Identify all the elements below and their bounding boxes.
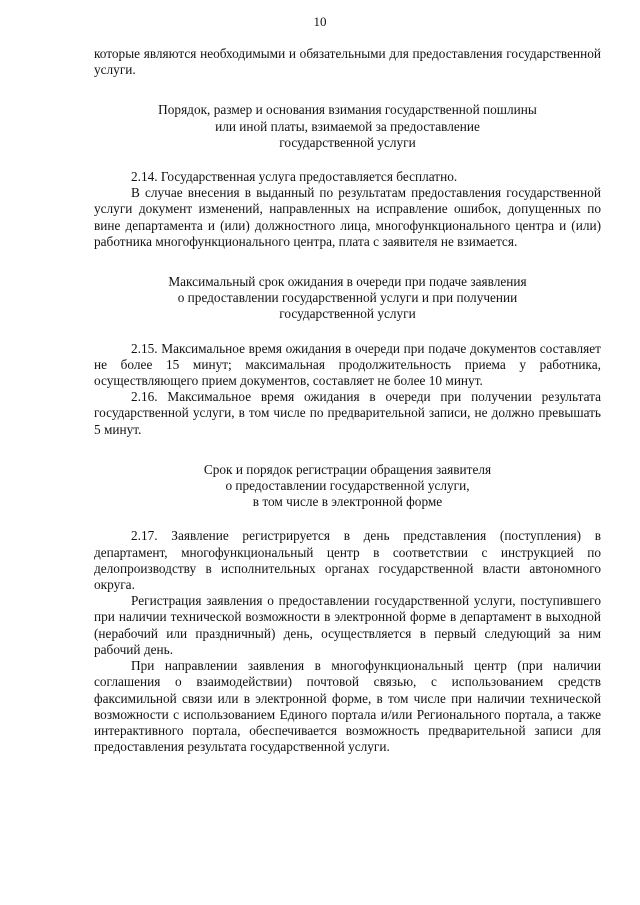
section-heading [94, 274, 601, 323]
section-heading-line: Порядок, размер и основания взимания государственной пошлины [158, 102, 537, 118]
section-heading-line: или иной платы, взимаемой за предоставление [215, 118, 480, 134]
paragraph: 2.16. Максимальное время ожидания в очереди при получении результата государственной услуги, в том числе по предварительной записи, не должно превышать 5 минут. [94, 389, 601, 437]
paragraph: 2.17. Заявление регистрируется в день представления (поступления) в департамент, многофункциональный центр в соответствии с инструкцией по делопроизводству в исполнительных органах государственной власти автономного округа. [94, 528, 601, 593]
section-heading-line: в том числе в электронной форме [252, 494, 443, 510]
section-heading-line: государственной услуги [279, 134, 416, 150]
paragraph: Регистрация заявления о предоставлении государственной услуги, поступившего при наличии технической возможности в электронной форме в департамент в выходной (нерабочий или праздничный) день, осуществляется в первый следующий за ним рабочий день. [94, 593, 601, 657]
paragraph: которые являются необходимыми и обязательными для предоставления государственной услуги. [94, 46, 601, 78]
paragraph: При направлении заявления в многофункциональный центр (при наличии соглашения о взаимодействии) почтовой связью, с использованием средств факсимильной связи или в электронной форме, в том числе при наличии технической возможности с использованием Единого портала и/или Регионального портала, а также интерактивного портала, обеспечивается возможность предварительной записи для предоставления результата государственной услуги. [94, 658, 601, 755]
section-heading [94, 102, 601, 151]
paragraph: 2.15. Максимальное время ожидания в очереди при подаче документов составляет не более 15 минут; максимальная продолжительность приема у работника, осуществляющего прием документов, составляет не более 10 минут. [94, 340, 601, 389]
section-heading-line: Срок и порядок регистрации обращения заявителя [203, 461, 492, 477]
section-heading-line: государственной услуги [279, 306, 416, 322]
page-number: 10 [313, 14, 327, 29]
paragraph: В случае внесения в выданный по результатам предоставления государственной услуги документ изменений, направленных на исправление ошибок, допущенных по вине департамента и (или) должностного лица, многофункционального центра и (или) работника многофункционального центра, плата с заявителя не взимается. [94, 185, 601, 249]
document-body [94, 46, 601, 755]
section-heading-line: о предоставлении государственной услуги, [225, 478, 470, 494]
section-heading [94, 462, 601, 511]
paragraph: 2.14. Государственная услуга предоставляется бесплатно. [131, 169, 458, 185]
section-heading-line: Максимальный срок ожидания в очереди при подаче заявления [168, 274, 527, 290]
section-heading-line: о предоставлении государственной услуги и при получении [177, 290, 518, 306]
